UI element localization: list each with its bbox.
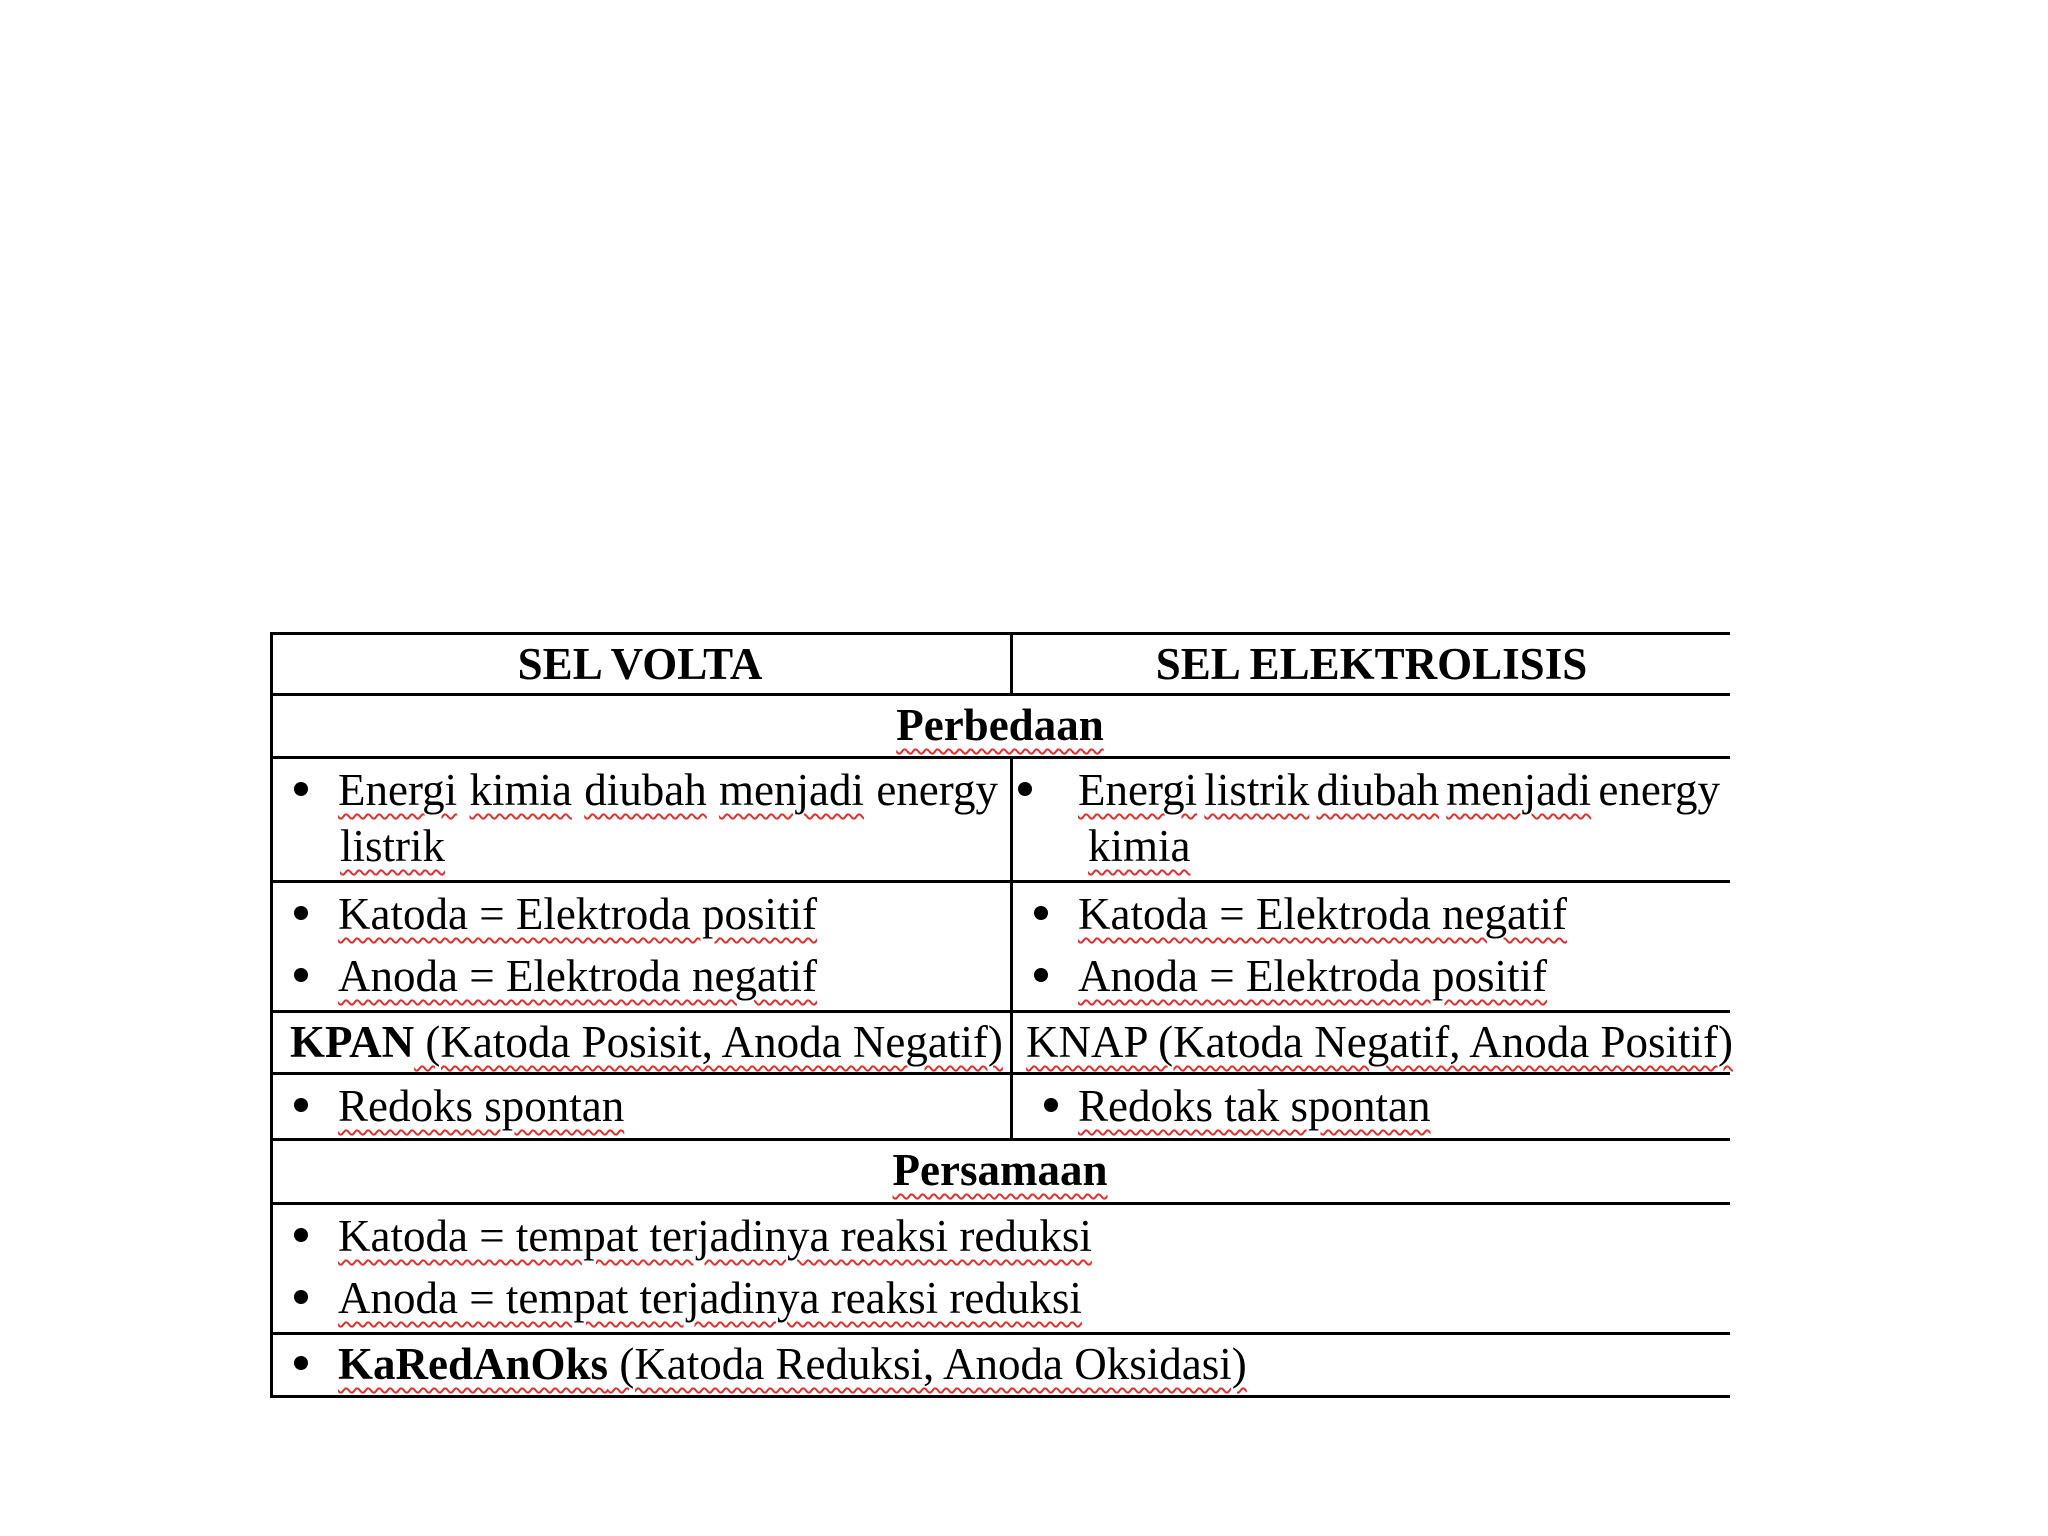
text: Anoda = Elektroda positif — [1078, 951, 1548, 1001]
knap-text — [1026, 1012, 1733, 1072]
bullet-icon — [294, 968, 308, 982]
text: Anoda = Elektroda negatif — [338, 951, 817, 1001]
volta-energy-cont — [340, 816, 445, 876]
word: kimia — [469, 765, 572, 815]
bullet-icon — [294, 782, 308, 796]
word: menjadi — [719, 765, 865, 815]
word: diubah — [1316, 765, 1440, 815]
word: energy — [876, 765, 998, 815]
table-divider — [270, 1072, 1730, 1075]
bullet-icon — [1034, 906, 1048, 920]
kpan-text — [290, 1012, 1003, 1072]
table-divider — [270, 880, 1730, 883]
persamaan-katoda — [338, 1206, 1092, 1266]
section-persamaan — [270, 1140, 1730, 1200]
table-border-bottom — [270, 1395, 1730, 1398]
word: Energi — [1078, 765, 1198, 815]
text: Redoks spontan — [338, 1081, 625, 1131]
header-sel-volta: SEL VOLTA — [517, 639, 763, 689]
persamaan-label: Persamaan — [892, 1145, 1108, 1195]
elektrolisis-anoda — [1078, 946, 1547, 1006]
word: kimia — [1088, 821, 1191, 871]
bullet-icon — [1044, 1098, 1058, 1112]
bullet-icon — [294, 1228, 308, 1242]
kpan-rest: (Katoda Posisit, Anoda Negatif) — [414, 1017, 1003, 1067]
word: diubah — [584, 765, 707, 815]
bullet-icon — [294, 1290, 308, 1304]
karedanoks-bold: KaRedAnOks — [338, 1339, 609, 1389]
word: Energi — [338, 765, 458, 815]
volta-redoks — [338, 1076, 624, 1136]
table-divider — [270, 1202, 1730, 1205]
table-divider — [270, 756, 1730, 759]
comparison-table — [270, 632, 1733, 1398]
karedanoks-text — [338, 1334, 1247, 1394]
section-perbedaan — [270, 695, 1730, 755]
bullet-icon — [1034, 968, 1048, 982]
text: Katoda = Elektroda negatif — [1078, 889, 1567, 939]
word: listrik — [340, 821, 446, 871]
volta-energy-line — [338, 760, 998, 820]
text: Anoda = tempat terjadinya reaksi reduksi — [338, 1273, 1082, 1323]
elektrolisis-energy-cont — [1088, 816, 1190, 876]
bullet-icon — [1018, 782, 1032, 796]
word: menjadi — [1446, 765, 1592, 815]
karedanoks-rest: (Katoda Reduksi, Anoda Oksidasi) — [608, 1339, 1247, 1389]
volta-anoda — [338, 946, 817, 1006]
text: Katoda = tempat terjadinya reaksi reduksi — [338, 1211, 1092, 1261]
bullet-icon — [294, 1098, 308, 1112]
bullet-icon — [294, 906, 308, 920]
elektrolisis-energy-line — [1078, 760, 1720, 820]
perbedaan-label: Perbedaan — [896, 700, 1104, 750]
persamaan-anoda — [338, 1268, 1082, 1328]
elektrolisis-katoda — [1078, 884, 1567, 944]
volta-katoda — [338, 884, 817, 944]
word: energy — [1598, 765, 1720, 815]
text: Redoks tak spontan — [1078, 1081, 1431, 1131]
bullet-icon — [294, 1356, 308, 1370]
knap-rest: KNAP (Katoda Negatif, Anoda Positif) — [1026, 1017, 1733, 1067]
elektrolisis-redoks — [1078, 1076, 1430, 1136]
word: listrik — [1204, 765, 1310, 815]
kpan-bold: KPAN — [290, 1017, 415, 1067]
table-column-divider — [1010, 756, 1013, 1141]
header-sel-elektrolisis: SEL ELEKTROLISIS — [1155, 639, 1588, 689]
text: Katoda = Elektroda positif — [338, 889, 818, 939]
